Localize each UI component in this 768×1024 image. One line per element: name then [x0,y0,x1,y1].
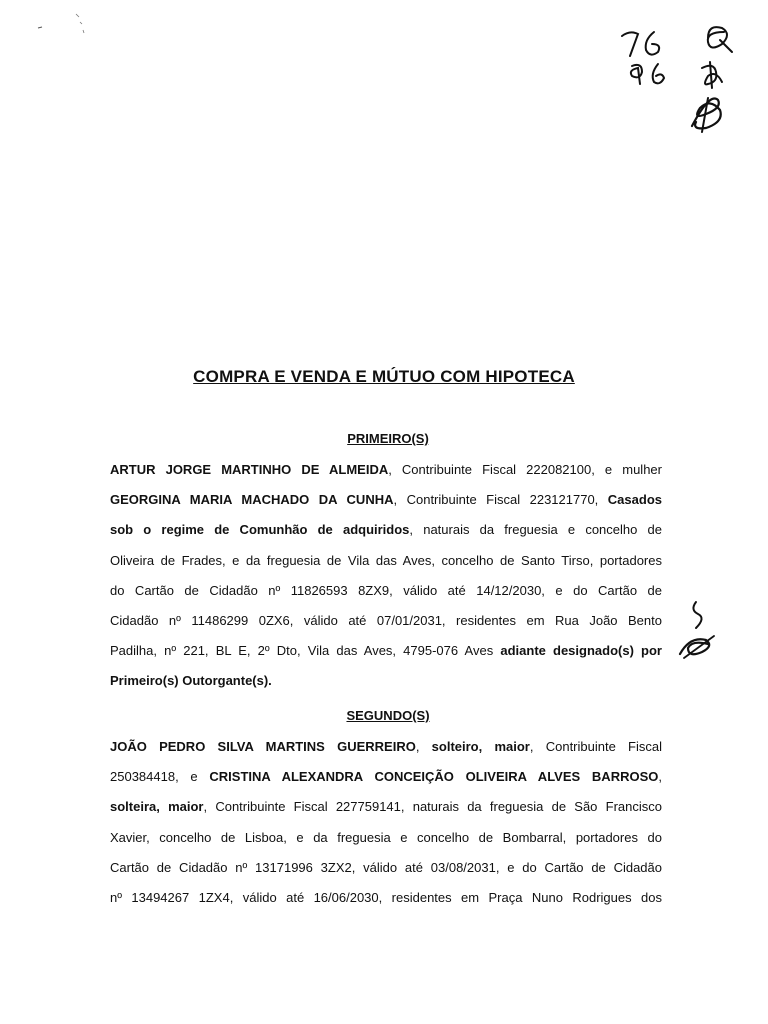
section-heading-primeiros: PRIMEIRO(S) [347,431,429,446]
document-title: COMPRA E VENDA E MÚTUO COM HIPOTECA [193,367,575,386]
bold-run: sob o regime de Comunhão de adquiridos [110,522,410,538]
bold-run: JOÃO PEDRO SILVA MARTINS GUERREIRO [110,739,416,754]
text-run: , naturais da freguesia e concelho de [409,522,663,538]
text-run: , Contribuinte Fiscal 227759141, naturais da freguesia de São Francisco [203,799,662,815]
text-line [110,883,662,913]
margin-initials-1 [684,598,714,634]
text-line [110,636,662,666]
bold-run: CRISTINA ALEXANDRA CONCEIÇÃO OLIVEIRA ALVES BARROSO [209,769,659,785]
text-run: Cartão de Cidadão nº 13171996 3ZX2, válido até 03/08/2031, e do Cartão de Cidadão [110,859,662,875]
text-line [110,732,662,762]
initials-signature-3 [684,92,726,136]
section-body-primeiros [110,455,662,697]
text-line [110,823,662,853]
text-line [110,606,662,636]
text-run: , Contribuinte Fiscal [529,739,662,754]
text-line [110,853,662,883]
bold-run: GEORGINA MARIA MACHADO DA CUNHA [110,492,394,508]
text-line [110,666,662,696]
initials-signature-1 [698,18,738,58]
text-run: Oliveira de Frades, e da freguesia de Vila das Aves, concelho de Santo Tirso, portadores [110,552,662,568]
text-line [110,762,662,792]
text-run: do Cartão de Cidadão nº 11826593 8ZX9, válido até 14/12/2030, e do Cartão de [110,582,662,598]
text-run: 250384418, e [110,769,210,785]
text-run: , Contribuinte Fiscal 222082100, e mulher [388,462,662,477]
text-run: nº 13494267 1ZX4, válido até 16/06/2030, residentes em Praça Nuno Rodrigues dos [110,889,662,905]
initials-signature-2 [696,58,730,92]
text-line [110,546,662,576]
bold-run: Casados [607,492,662,508]
section-heading-segundos: SEGUNDO(S) [346,708,430,723]
bold-run: solteira, maior [110,799,204,815]
text-run: Padilha, nº 221, BL E, 2º Dto, Vila das Aves, 4795-076 Aves [110,643,501,659]
bold-run: adiante designado(s) por [500,643,662,659]
handwritten-number-76 [618,22,678,62]
bold-run: Primeiro(s) Outorgante(s). [110,673,272,689]
text-run: Cidadão nº 11486299 0ZX6, válido até 07/01/2031, residentes em Rua João Bento [110,612,662,628]
text-line [110,515,662,545]
text-run: , [658,769,662,785]
scan-speck-mark [36,10,96,40]
handwritten-number-96 [628,58,678,92]
text-run: Xavier, concelho de Lisboa, e da freguesia e concelho de Bombarral, portadores do [110,829,662,845]
margin-initials-2 [676,632,718,662]
text-line [110,455,662,485]
section-body-segundos [110,732,662,913]
text-line [110,792,662,822]
text-run: , [415,739,432,754]
text-run: , Contribuinte Fiscal 223121770, [393,492,608,508]
text-line [110,485,662,515]
text-line [110,576,662,606]
bold-run: ARTUR JORGE MARTINHO DE ALMEIDA [110,462,389,477]
bold-run: solteiro, maior [431,739,530,754]
